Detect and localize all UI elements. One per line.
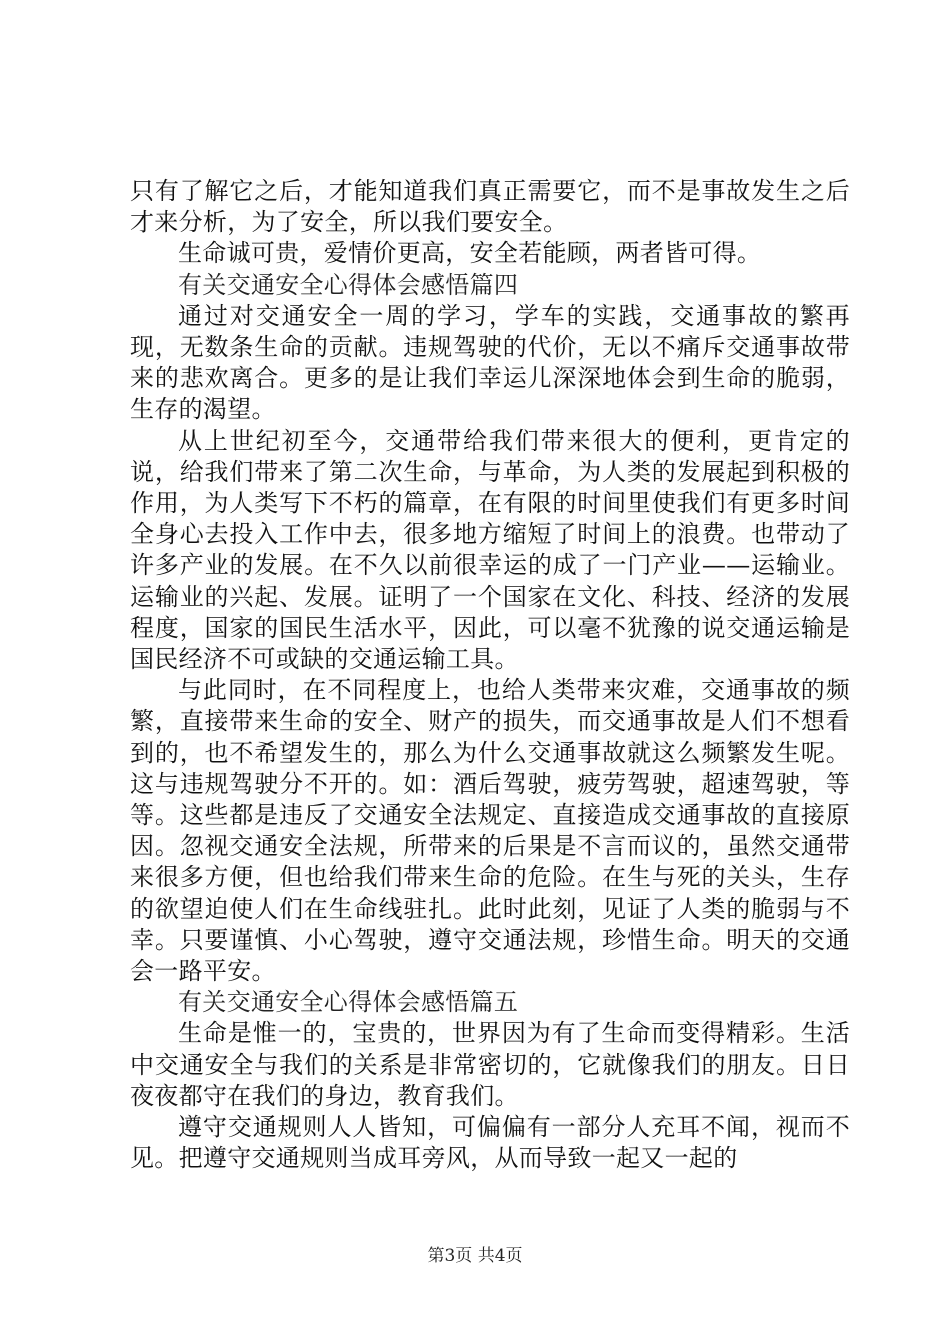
document-body: [130, 176, 850, 1175]
paragraph: 生命诚可贵，爱情价更高，安全若能顾，两者皆可得。: [178, 239, 762, 268]
section-heading-part-5: 有关交通安全心得体会感悟篇五: [178, 988, 519, 1017]
paragraph: 生命是惟一的，宝贵的，世界因为有了生命而变得精彩。生活中交通安全与我们的关系是非常密切的，它就像我们的朋友。日日夜夜都守在我们的身边，教育我们。: [130, 1019, 850, 1110]
paragraph: 通过对交通安全一周的学习，学车的实践，交通事故的繁再现，无数条生命的贡献。违规驾驶的代价，无以不痛斥交通事故带来的悲欢离合。更多的是让我们幸运儿深深地体会到生命的脆弱，生存的渴望。: [130, 301, 850, 424]
page-number-footer: 第3页 共4页: [427, 1246, 523, 1266]
paragraph: 与此同时，在不同程度上，也给人类带来灾难，交通事故的频繁，直接带来生命的安全、财产的损失，而交通事故是人们不想看到的，也不希望发生的，那么为什么交通事故就这么频繁发生呢。这与违规驾驶分不开的。如：酒后驾驶，疲劳驾驶，超速驾驶，等等。这些都是违反了交通安全法规定、直接造成交通事故的直接原因。忽视交通安全法规，所带来的后果是不言而议的，虽然交通带来很多方便，但也给我们带来生命的危险。在生与死的关头，生存的欲望迫使人们在生命线驻扎。此时此刻，见证了人类的脆弱与不幸。只要谨慎、小心驾驶，遵守交通法规，珍惜生命。明天的交通会一路平安。: [130, 676, 850, 986]
paragraph: 遵守交通规则人人皆知，可偏偏有一部分人充耳不闻，视而不见。把遵守交通规则当成耳旁风，从而导致一起又一起的: [130, 1113, 850, 1173]
paragraph-continuation: 只有了解它之后，才能知道我们真正需要它，而不是事故发生之后才来分析，为了安全，所以我们要安全。: [130, 177, 850, 237]
paragraph: 从上世纪初至今，交通带给我们带来很大的便利，更肯定的说，给我们带来了第二次生命，与革命，为人类的发展起到积极的作用，为人类写下不朽的篇章，在有限的时间里使我们有更多时间全身心去投入工作中去，很多地方缩短了时间上的浪费。也带动了许多产业的发展。在不久以前很幸运的成了一门产业——运输业。运输业的兴起、发展。证明了一个国家在文化、科技、经济的发展程度，国家的国民生活水平，因此，可以毫不犹豫的说交通运输是国民经济不可或缺的交通运输工具。: [130, 426, 850, 674]
section-heading-part-4: 有关交通安全心得体会感悟篇四: [178, 270, 519, 299]
